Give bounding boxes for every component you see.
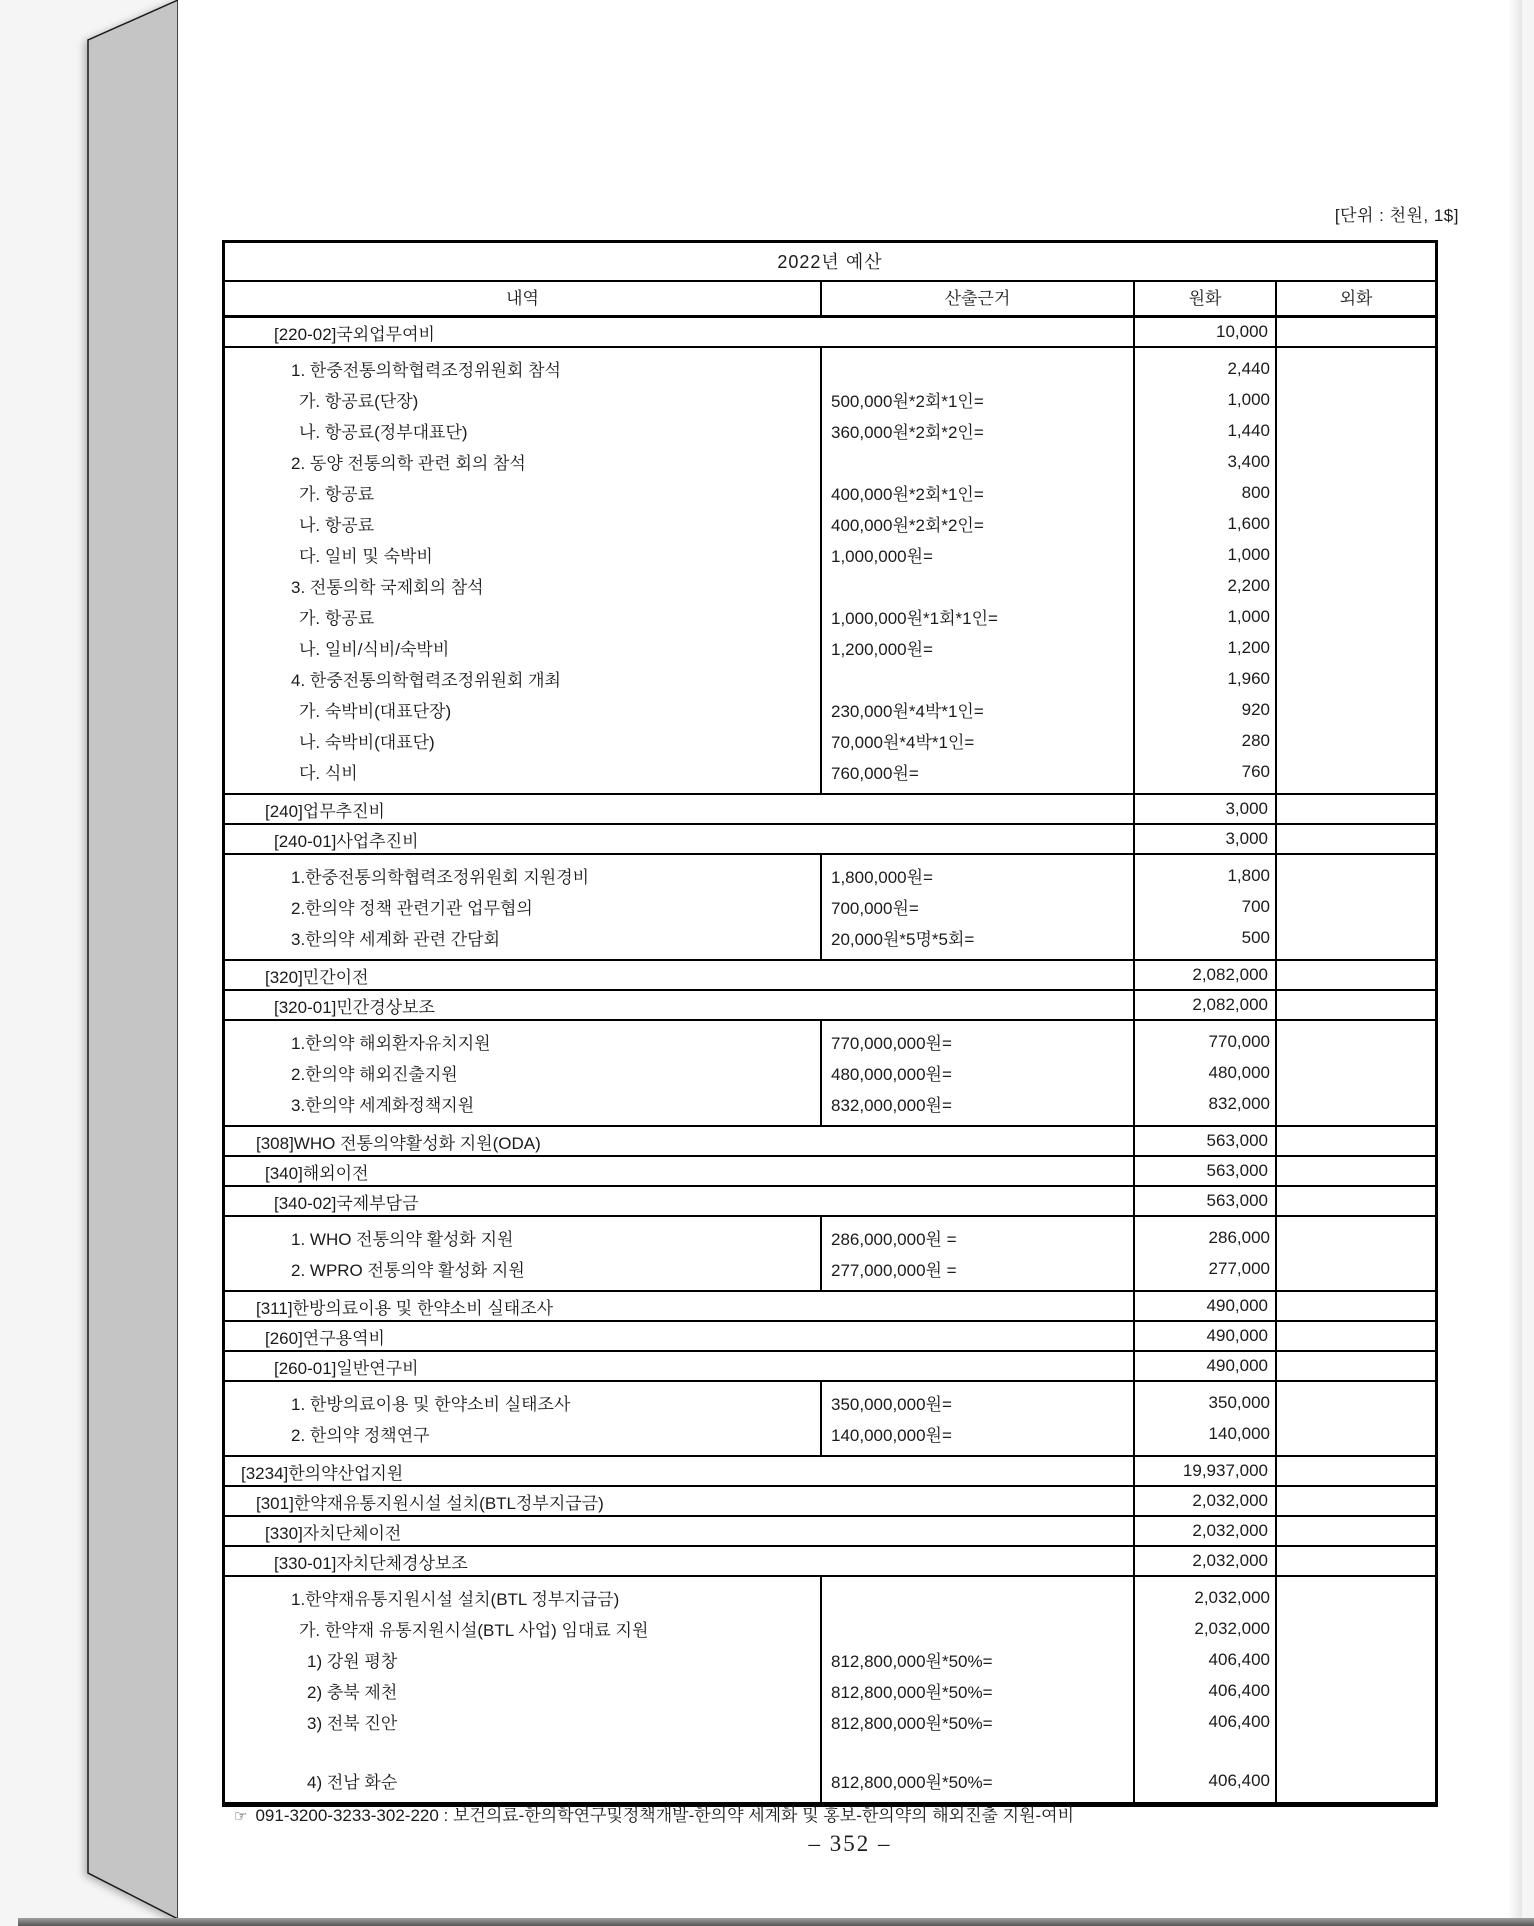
detail-line <box>225 570 1435 601</box>
detail-group <box>225 1382 1435 1457</box>
basis-cell: 812,800,000원*50%= <box>831 1773 993 1792</box>
item-label-cell: [340-02]국제부담금 <box>225 1187 1135 1215</box>
krw-amount-cell: 2,032,000 <box>1135 1487 1277 1515</box>
column-divider <box>1275 1217 1277 1290</box>
basis-cell: 230,000원*4박*1인= <box>831 702 984 721</box>
column-divider <box>820 1382 822 1455</box>
page-stack-edge <box>0 0 200 1926</box>
krw-amount-cell: 406,400 <box>1208 1680 1270 1700</box>
krw-amount-cell: 2,032,000 <box>1194 1618 1270 1638</box>
item-label-cell: 2.한의약 해외진출지원 <box>291 1065 458 1084</box>
item-label-cell: [220-02]국외업무여비 <box>225 318 1135 346</box>
krw-amount-cell: 3,000 <box>1135 795 1277 823</box>
section-row <box>225 1127 1435 1157</box>
detail-group <box>225 1217 1435 1292</box>
item-label-cell: 4) 전남 화순 <box>307 1773 398 1792</box>
detail-line <box>225 1222 1435 1253</box>
scan-bottom-strip <box>18 1918 1534 1926</box>
detail-line <box>225 725 1435 756</box>
section-row <box>225 1547 1435 1577</box>
basis-cell: 140,000,000원= <box>831 1426 952 1445</box>
item-label-cell: 가. 숙박비(대표단장) <box>299 702 452 721</box>
item-label-cell: 나. 숙박비(대표단) <box>299 733 435 752</box>
detail-line <box>225 1057 1435 1088</box>
section-row <box>225 1187 1435 1217</box>
krw-amount-cell: 500 <box>1241 927 1270 947</box>
item-label-cell: 다. 일비 및 숙박비 <box>299 547 433 566</box>
krw-amount-cell: 770,000 <box>1208 1031 1270 1051</box>
item-label-cell: [260-01]일반연구비 <box>225 1352 1135 1380</box>
column-header-basis: 산출근거 <box>822 282 1135 315</box>
column-divider <box>1133 1217 1135 1290</box>
section-row <box>225 318 1435 348</box>
basis-cell: 760,000원= <box>831 764 919 783</box>
basis-cell: 812,800,000원*50%= <box>831 1714 993 1733</box>
foreign-amount-cell <box>1277 1457 1435 1485</box>
krw-amount-cell: 832,000 <box>1208 1093 1270 1113</box>
detail-line <box>225 756 1435 787</box>
column-divider <box>820 1577 822 1802</box>
item-label-cell: 4. 한중전통의학협력조정위원회 개최 <box>291 671 561 690</box>
detail-line <box>225 601 1435 632</box>
column-header-krw: 원화 <box>1135 282 1277 315</box>
detail-line <box>225 1644 1435 1675</box>
krw-amount-cell: 286,000 <box>1208 1227 1270 1247</box>
column-divider <box>820 1217 822 1290</box>
foreign-amount-cell <box>1277 1487 1435 1515</box>
krw-amount-cell: 350,000 <box>1208 1392 1270 1412</box>
item-label-cell: 1. WHO 전통의약 활성화 지원 <box>291 1230 514 1249</box>
item-label-cell: [320-01]민간경상보조 <box>225 991 1135 1019</box>
krw-amount-cell: 2,082,000 <box>1135 991 1277 1019</box>
detail-line <box>225 415 1435 446</box>
column-divider <box>1133 855 1135 959</box>
krw-amount-cell: 3,000 <box>1135 825 1277 853</box>
column-header-detail: 내역 <box>225 282 822 315</box>
krw-amount-cell: 1,440 <box>1227 420 1270 440</box>
krw-amount-cell: 2,032,000 <box>1135 1547 1277 1575</box>
detail-line <box>225 1418 1435 1449</box>
detail-line <box>225 1765 1435 1796</box>
krw-amount-cell: 406,400 <box>1208 1770 1270 1790</box>
basis-cell: 400,000원*2회*2인= <box>831 516 984 535</box>
krw-amount-cell: 563,000 <box>1135 1127 1277 1155</box>
detail-line <box>225 446 1435 477</box>
detail-line <box>225 384 1435 415</box>
krw-amount-cell: 490,000 <box>1135 1352 1277 1380</box>
item-label-cell: 2. 동양 전통의학 관련 회의 참석 <box>291 454 526 473</box>
item-label-cell: 2.한의약 정책 관련기관 업무협의 <box>291 899 533 918</box>
basis-cell: 20,000원*5명*5회= <box>831 930 975 949</box>
item-label-cell: 나. 항공료 <box>299 516 375 535</box>
detail-line <box>225 477 1435 508</box>
section-row <box>225 795 1435 825</box>
foreign-amount-cell <box>1277 1352 1435 1380</box>
foreign-amount-cell <box>1277 1547 1435 1575</box>
item-label-cell: 1.한중전통의학협력조정위원회 지원경비 <box>291 868 590 887</box>
item-label-cell: 2. 한의약 정책연구 <box>291 1426 430 1445</box>
page-number: – 352 – <box>808 1831 892 1856</box>
foreign-amount-cell <box>1277 1127 1435 1155</box>
basis-cell: 812,800,000원*50%= <box>831 1683 993 1702</box>
krw-amount-cell: 1,800 <box>1227 865 1270 885</box>
krw-amount-cell: 760 <box>1241 761 1270 781</box>
foreign-amount-cell <box>1277 1157 1435 1185</box>
item-label-cell: 2. WPRO 전통의약 활성화 지원 <box>291 1261 525 1280</box>
krw-amount-cell: 1,200 <box>1227 637 1270 657</box>
foreign-amount-cell <box>1277 991 1435 1019</box>
detail-line <box>225 632 1435 663</box>
basis-cell: 286,000,000원 = <box>831 1230 957 1249</box>
krw-amount-cell: 490,000 <box>1135 1292 1277 1320</box>
detail-group <box>225 348 1435 795</box>
item-label-cell: 나. 항공료(정부대표단) <box>299 423 468 442</box>
column-divider <box>820 1021 822 1125</box>
item-label-cell: [320]민간이전 <box>225 961 1135 989</box>
basis-cell: 700,000원= <box>831 899 919 918</box>
basis-cell: 770,000,000원= <box>831 1034 952 1053</box>
section-row <box>225 1457 1435 1487</box>
detail-line <box>225 1026 1435 1057</box>
detail-line <box>225 1253 1435 1284</box>
krw-amount-cell: 1,000 <box>1227 606 1270 626</box>
item-label-cell: 가. 항공료(단장) <box>299 392 419 411</box>
detail-line <box>225 1387 1435 1418</box>
item-label-cell: 나. 일비/식비/숙박비 <box>299 640 450 659</box>
krw-amount-cell: 920 <box>1241 699 1270 719</box>
column-divider <box>1275 1577 1277 1802</box>
krw-amount-cell: 563,000 <box>1135 1187 1277 1215</box>
detail-line <box>225 1706 1435 1737</box>
detail-line <box>225 1613 1435 1644</box>
item-label-cell: [3234]한의약산업지원 <box>225 1457 1135 1485</box>
section-row <box>225 1517 1435 1547</box>
basis-cell: 70,000원*4박*1인= <box>831 733 975 752</box>
item-label-cell: 1.한의약 해외환자유치지원 <box>291 1034 491 1053</box>
table-title: 2022년 예산 <box>225 243 1435 282</box>
detail-line <box>225 353 1435 384</box>
column-divider <box>1275 1382 1277 1455</box>
basis-cell: 500,000원*2회*1인= <box>831 392 984 411</box>
section-row <box>225 1487 1435 1517</box>
detail-line <box>225 508 1435 539</box>
item-label-cell: [311]한방의료이용 및 한약소비 실태조사 <box>225 1292 1135 1320</box>
section-row <box>225 825 1435 855</box>
column-header-foreign: 외화 <box>1339 289 1373 308</box>
krw-amount-cell: 406,400 <box>1208 1649 1270 1669</box>
footnote <box>234 1801 1074 1826</box>
basis-cell: 277,000,000원 = <box>831 1261 957 1280</box>
column-divider <box>1133 1021 1135 1125</box>
detail-line <box>225 1675 1435 1706</box>
basis-cell: 360,000원*2회*2인= <box>831 423 984 442</box>
krw-amount-cell: 19,937,000 <box>1135 1457 1277 1485</box>
krw-amount-cell: 2,440 <box>1227 358 1270 378</box>
item-label-cell: 3. 전통의학 국제회의 참석 <box>291 578 484 597</box>
pointing-hand-icon: ☞ <box>234 1808 248 1825</box>
section-row <box>225 991 1435 1021</box>
item-label-cell: [240-01]사업추진비 <box>225 825 1135 853</box>
basis-cell: 832,000,000원= <box>831 1096 952 1115</box>
table-body <box>225 318 1435 1804</box>
detail-line <box>225 663 1435 694</box>
column-divider <box>820 348 822 793</box>
krw-amount-cell: 2,032,000 <box>1194 1587 1270 1607</box>
detail-group <box>225 1021 1435 1127</box>
item-label-cell: [330-01]자치단체경상보조 <box>225 1547 1135 1575</box>
item-label-cell: 3.한의약 세계화정책지원 <box>291 1096 475 1115</box>
foreign-amount-cell <box>1277 1292 1435 1320</box>
section-row <box>225 1352 1435 1382</box>
item-label-cell: [240]업무추진비 <box>225 795 1135 823</box>
krw-amount-cell: 2,082,000 <box>1135 961 1277 989</box>
krw-amount-cell: 1,000 <box>1227 389 1270 409</box>
item-label-cell: [260]연구용역비 <box>225 1322 1135 1350</box>
foreign-amount-cell <box>1277 1322 1435 1350</box>
foreign-amount-cell <box>1277 795 1435 823</box>
item-label-cell: 3.한의약 세계화 관련 간담회 <box>291 930 500 949</box>
krw-amount-cell: 3,400 <box>1227 451 1270 471</box>
document-page <box>178 0 1522 1919</box>
column-divider <box>820 855 822 959</box>
krw-amount-cell: 800 <box>1241 482 1270 502</box>
basis-cell: 480,000,000원= <box>831 1065 952 1084</box>
detail-line <box>225 860 1435 891</box>
krw-amount-cell: 277,000 <box>1208 1258 1270 1278</box>
krw-amount-cell: 1,960 <box>1227 668 1270 688</box>
item-label-cell: [330]자치단체이전 <box>225 1517 1135 1545</box>
column-divider <box>1133 1382 1135 1455</box>
column-divider <box>1133 348 1135 793</box>
item-label-cell: 3) 전북 진안 <box>307 1714 398 1733</box>
foreign-amount-cell <box>1277 1517 1435 1545</box>
item-label-cell: [301]한약재유통지원시설 설치(BTL정부지급금) <box>225 1487 1135 1515</box>
basis-cell: 812,800,000원*50%= <box>831 1652 993 1671</box>
item-label-cell: 1) 강원 평창 <box>307 1652 398 1671</box>
krw-amount-cell: 1,000 <box>1227 544 1270 564</box>
footnote-text: 091-3200-3233-302-220 : 보건의료-한의학연구및정책개발-한의약 세계화 및 홍보-한의약의 해외진출 지원-여비 <box>255 1806 1075 1825</box>
basis-cell: 1,000,000원*1회*1인= <box>831 609 998 628</box>
table-header-row <box>225 282 1435 318</box>
detail-line <box>225 891 1435 922</box>
column-divider <box>1275 1021 1277 1125</box>
krw-amount-cell: 1,600 <box>1227 513 1270 533</box>
item-label-cell: 다. 식비 <box>299 764 358 783</box>
detail-line <box>225 1088 1435 1119</box>
krw-amount-cell: 2,032,000 <box>1135 1517 1277 1545</box>
column-divider <box>1275 348 1277 793</box>
basis-cell: 350,000,000원= <box>831 1395 952 1414</box>
column-divider <box>1275 855 1277 959</box>
krw-amount-cell: 280 <box>1241 730 1270 750</box>
foreign-amount-cell <box>1277 825 1435 853</box>
item-label-cell: 가. 항공료 <box>299 609 375 628</box>
item-label-cell: 가. 항공료 <box>299 485 375 504</box>
krw-amount-cell: 10,000 <box>1135 318 1277 346</box>
detail-group <box>225 1577 1435 1804</box>
detail-line <box>225 539 1435 570</box>
foreign-amount-cell <box>1277 318 1435 346</box>
column-divider <box>1133 1577 1135 1802</box>
section-row <box>225 961 1435 991</box>
section-row <box>225 1157 1435 1187</box>
basis-cell: 400,000원*2회*1인= <box>831 485 984 504</box>
item-label-cell: 가. 한약재 유통지원시설(BTL 사업) 임대료 지원 <box>299 1621 649 1640</box>
item-label-cell: 1.한약재유통지원시설 설치(BTL 정부지급금) <box>291 1590 620 1609</box>
foreign-amount-cell <box>1277 961 1435 989</box>
foreign-amount-cell <box>1277 1187 1435 1215</box>
item-label-cell: 1. 한방의료이용 및 한약소비 실태조사 <box>291 1395 571 1414</box>
basis-cell: 1,200,000원= <box>831 640 933 659</box>
unit-label: [단위 : 천원, 1$] <box>1334 206 1459 225</box>
detail-line <box>225 1582 1435 1613</box>
budget-table <box>222 240 1438 1807</box>
section-row <box>225 1292 1435 1322</box>
basis-cell: 1,000,000원= <box>831 547 933 566</box>
krw-amount-cell: 2,200 <box>1227 575 1270 595</box>
krw-amount-cell: 480,000 <box>1208 1062 1270 1082</box>
item-label-cell: [308]WHO 전통의약활성화 지원(ODA) <box>225 1127 1135 1155</box>
detail-line <box>225 694 1435 725</box>
krw-amount-cell: 406,400 <box>1208 1711 1270 1731</box>
krw-amount-cell: 490,000 <box>1135 1322 1277 1350</box>
detail-line <box>225 922 1435 953</box>
section-row <box>225 1322 1435 1352</box>
basis-cell: 1,800,000원= <box>831 868 933 887</box>
krw-amount-cell: 700 <box>1241 896 1270 916</box>
krw-amount-cell: 563,000 <box>1135 1157 1277 1185</box>
krw-amount-cell: 140,000 <box>1208 1423 1270 1443</box>
detail-group <box>225 855 1435 961</box>
item-label-cell: 2) 충북 제천 <box>307 1683 398 1702</box>
item-label-cell: [340]해외이전 <box>225 1157 1135 1185</box>
item-label-cell: 1. 한중전통의학협력조정위원회 참석 <box>291 361 561 380</box>
